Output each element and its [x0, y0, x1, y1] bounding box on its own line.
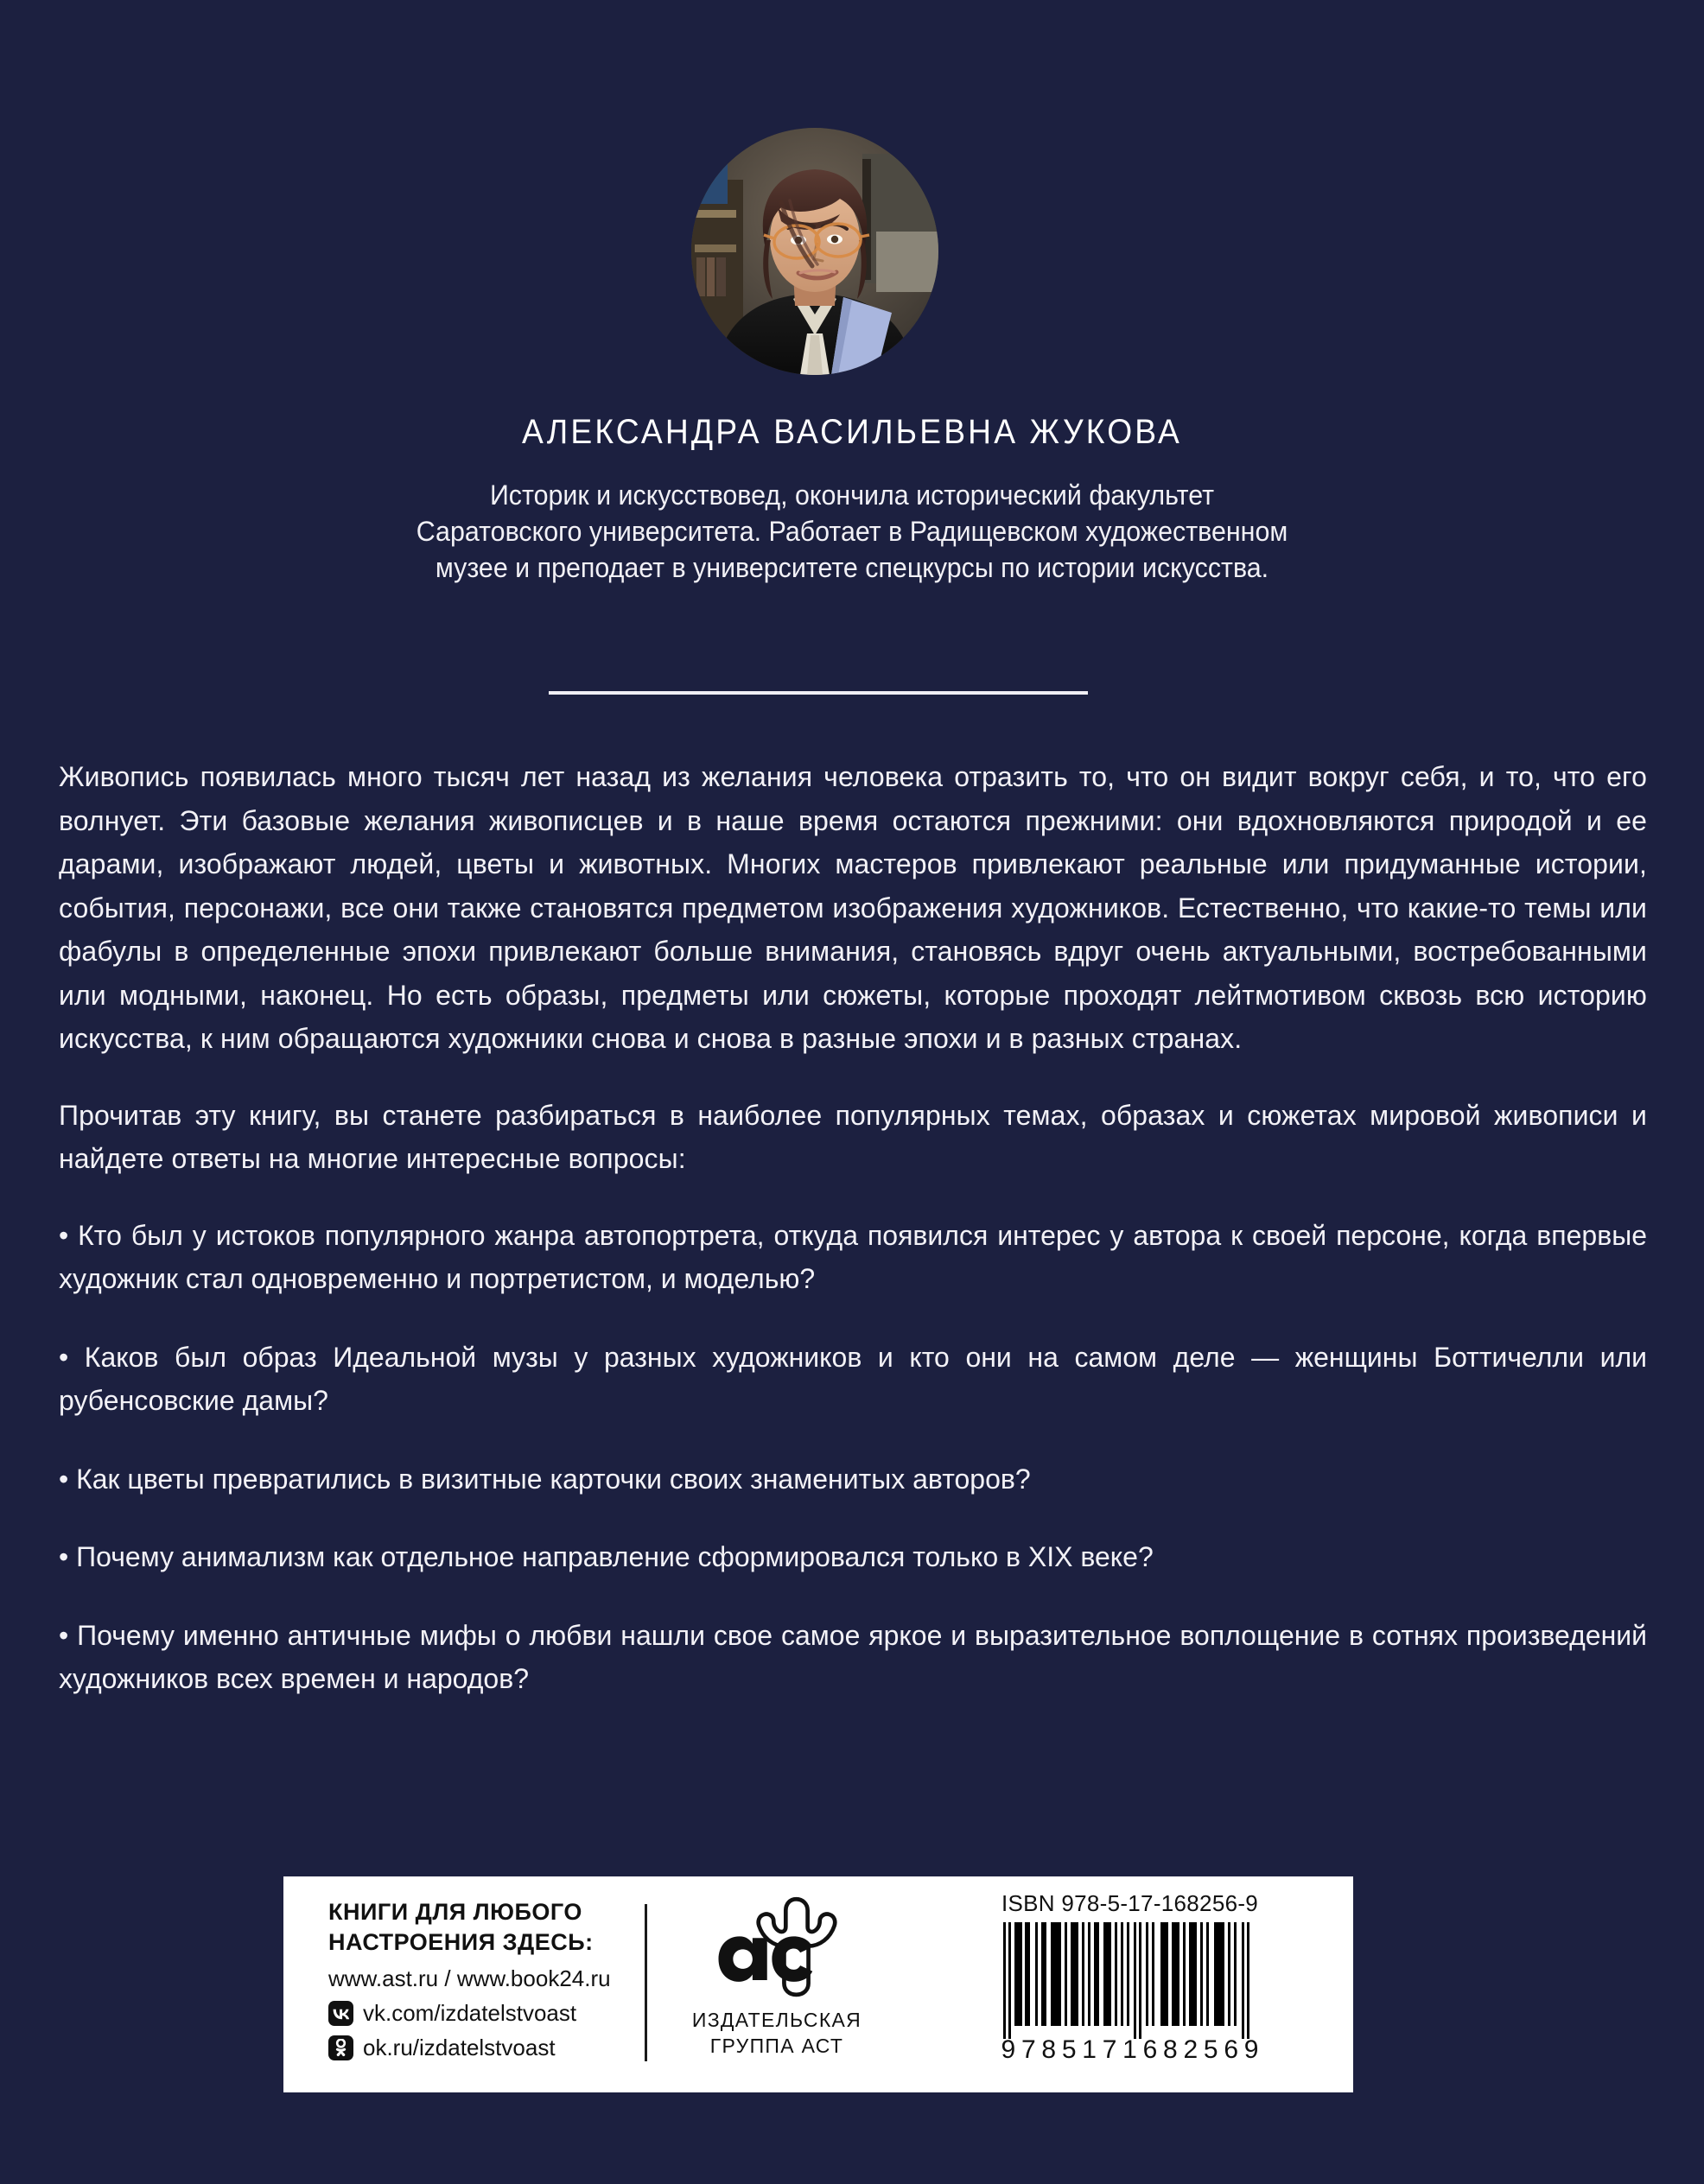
author-name: АЛЕКСАНДРА ВАСИЛЬЕВНА ЖУКОВА [521, 413, 1183, 451]
publisher-contacts [283, 1876, 645, 2092]
author-bio-line: Саратовского университета. Работает в Радищевском художественном [416, 516, 1288, 547]
blurb-paragraph-2: Прочитав эту книгу, вы станете разбираться в наиболее популярных темах, образах и сюжетах мировой живописи и найдете ответы на многие интересные вопросы: [59, 1099, 1647, 1174]
list-item: • Кто был у истоков популярного жанра автопортрета, откуда появился интерес у автора к своей персоне, когда впервые художник стал одновременно и портретистом, и моделью? [59, 1219, 1647, 1294]
publisher-logo-block [647, 1876, 906, 2092]
promo-headline-line-2: НАСТРОЕНИЯ ЗДЕСЬ: [328, 1929, 594, 1955]
barcode-digit: 1 [1082, 2035, 1097, 2064]
barcode-digit: 7 [1020, 2035, 1036, 2064]
barcode-digit: 1 [1122, 2035, 1137, 2064]
promo-headline [328, 1897, 645, 1958]
author-bio-line: музее и преподает в университете спецкурсы по истории искусства. [435, 552, 1269, 583]
vk-link[interactable]: vk.com/izdatelstvoast [363, 2000, 577, 2026]
barcode-digit: 6 [1142, 2035, 1158, 2064]
publisher-caption [692, 2007, 862, 2059]
ok-link[interactable]: ok.ru/izdatelstvoast [363, 2035, 556, 2060]
isbn-text: ISBN 978-5-17-168256-9 [1001, 1890, 1259, 1916]
author-photo [691, 128, 938, 375]
barcode-digit: 9 [1001, 2035, 1016, 2064]
list-item: • Почему именно античные мифы о любви нашли свое самое яркое и выразительное воплощение в сотнях произведений художников всех времен и народов? [59, 1619, 1647, 1694]
barcode-digit-row [1001, 2035, 1259, 2065]
blurb-question-list [59, 1214, 1647, 1701]
author-bio-line: Историк и искусствовед, окончила исторический факультет [489, 479, 1215, 511]
blurb-paragraph-1: Живопись появилась много тысяч лет назад из желания человека отразить то, что он видит вокруг себя, и то, что его волнует. Эти базовые желания живописцев и в наше время остаются прежними: они вдохновляются природой и ее дарами, изображают людей, цветы и животных. Многих мастеров привлекают реальные или придуманные истории, события, персонажи, все они также становятся предметом изображения художников. Естественно, что какие-то темы или фабулы в определенные эпохи привлекают больше внимания, становясь вдруг очень актуальными, востребованными или модными, наконец. Но есть образы, предметы или сюжеты, которые проходят лейтмотивом сквозь всю историю искусства, к ним обращаются художники снова и снова в разные эпохи и в разных странах. [59, 761, 1647, 1054]
barcode-digit: 7 [1102, 2035, 1117, 2064]
list-item: • Каков был образ Идеальной музы у разных художников и кто они на самом деле — женщины Боттичелли или рубенсовские дамы? [59, 1341, 1647, 1416]
barcode [996, 1922, 1264, 2069]
barcode-digit: 9 [1243, 2035, 1259, 2064]
back-cover-blurb [59, 755, 1647, 1701]
publisher-caption-line-2: ГРУППА АСТ [709, 2035, 844, 2057]
barcode-digit: 6 [1224, 2035, 1238, 2064]
list-item: • Почему анимализм как отдельное направление сформировался только в XIX веке? [59, 1541, 1154, 1572]
ok-row[interactable] [328, 2035, 645, 2061]
vk-row[interactable] [328, 2000, 645, 2027]
publisher-caption-line-1: ИЗДАТЕЛЬСКАЯ [691, 2009, 862, 2031]
barcode-bars [996, 1922, 1264, 2039]
barcode-digit: 5 [1061, 2035, 1077, 2064]
publisher-footer-panel [283, 1876, 1353, 2092]
barcode-digit: 2 [1183, 2035, 1199, 2064]
list-item: • Как цветы превратились в визитные карточки своих знаменитых авторов? [59, 1463, 1031, 1495]
barcode-block [906, 1876, 1353, 2092]
promo-headline-line-1: КНИГИ ДЛЯ ЛЮБОГО [328, 1899, 582, 1925]
author-bio [277, 477, 1427, 586]
ast-logo-icon [712, 1894, 842, 2002]
author-portrait-image [691, 128, 938, 375]
barcode-digit: 5 [1203, 2035, 1218, 2064]
section-divider [549, 691, 1088, 695]
vk-icon [328, 2001, 353, 2026]
publisher-websites[interactable]: www.ast.ru / www.book24.ru [328, 1965, 611, 1991]
barcode-digit: 8 [1041, 2035, 1057, 2064]
ok-icon [328, 2035, 353, 2060]
barcode-digit: 8 [1163, 2035, 1178, 2064]
